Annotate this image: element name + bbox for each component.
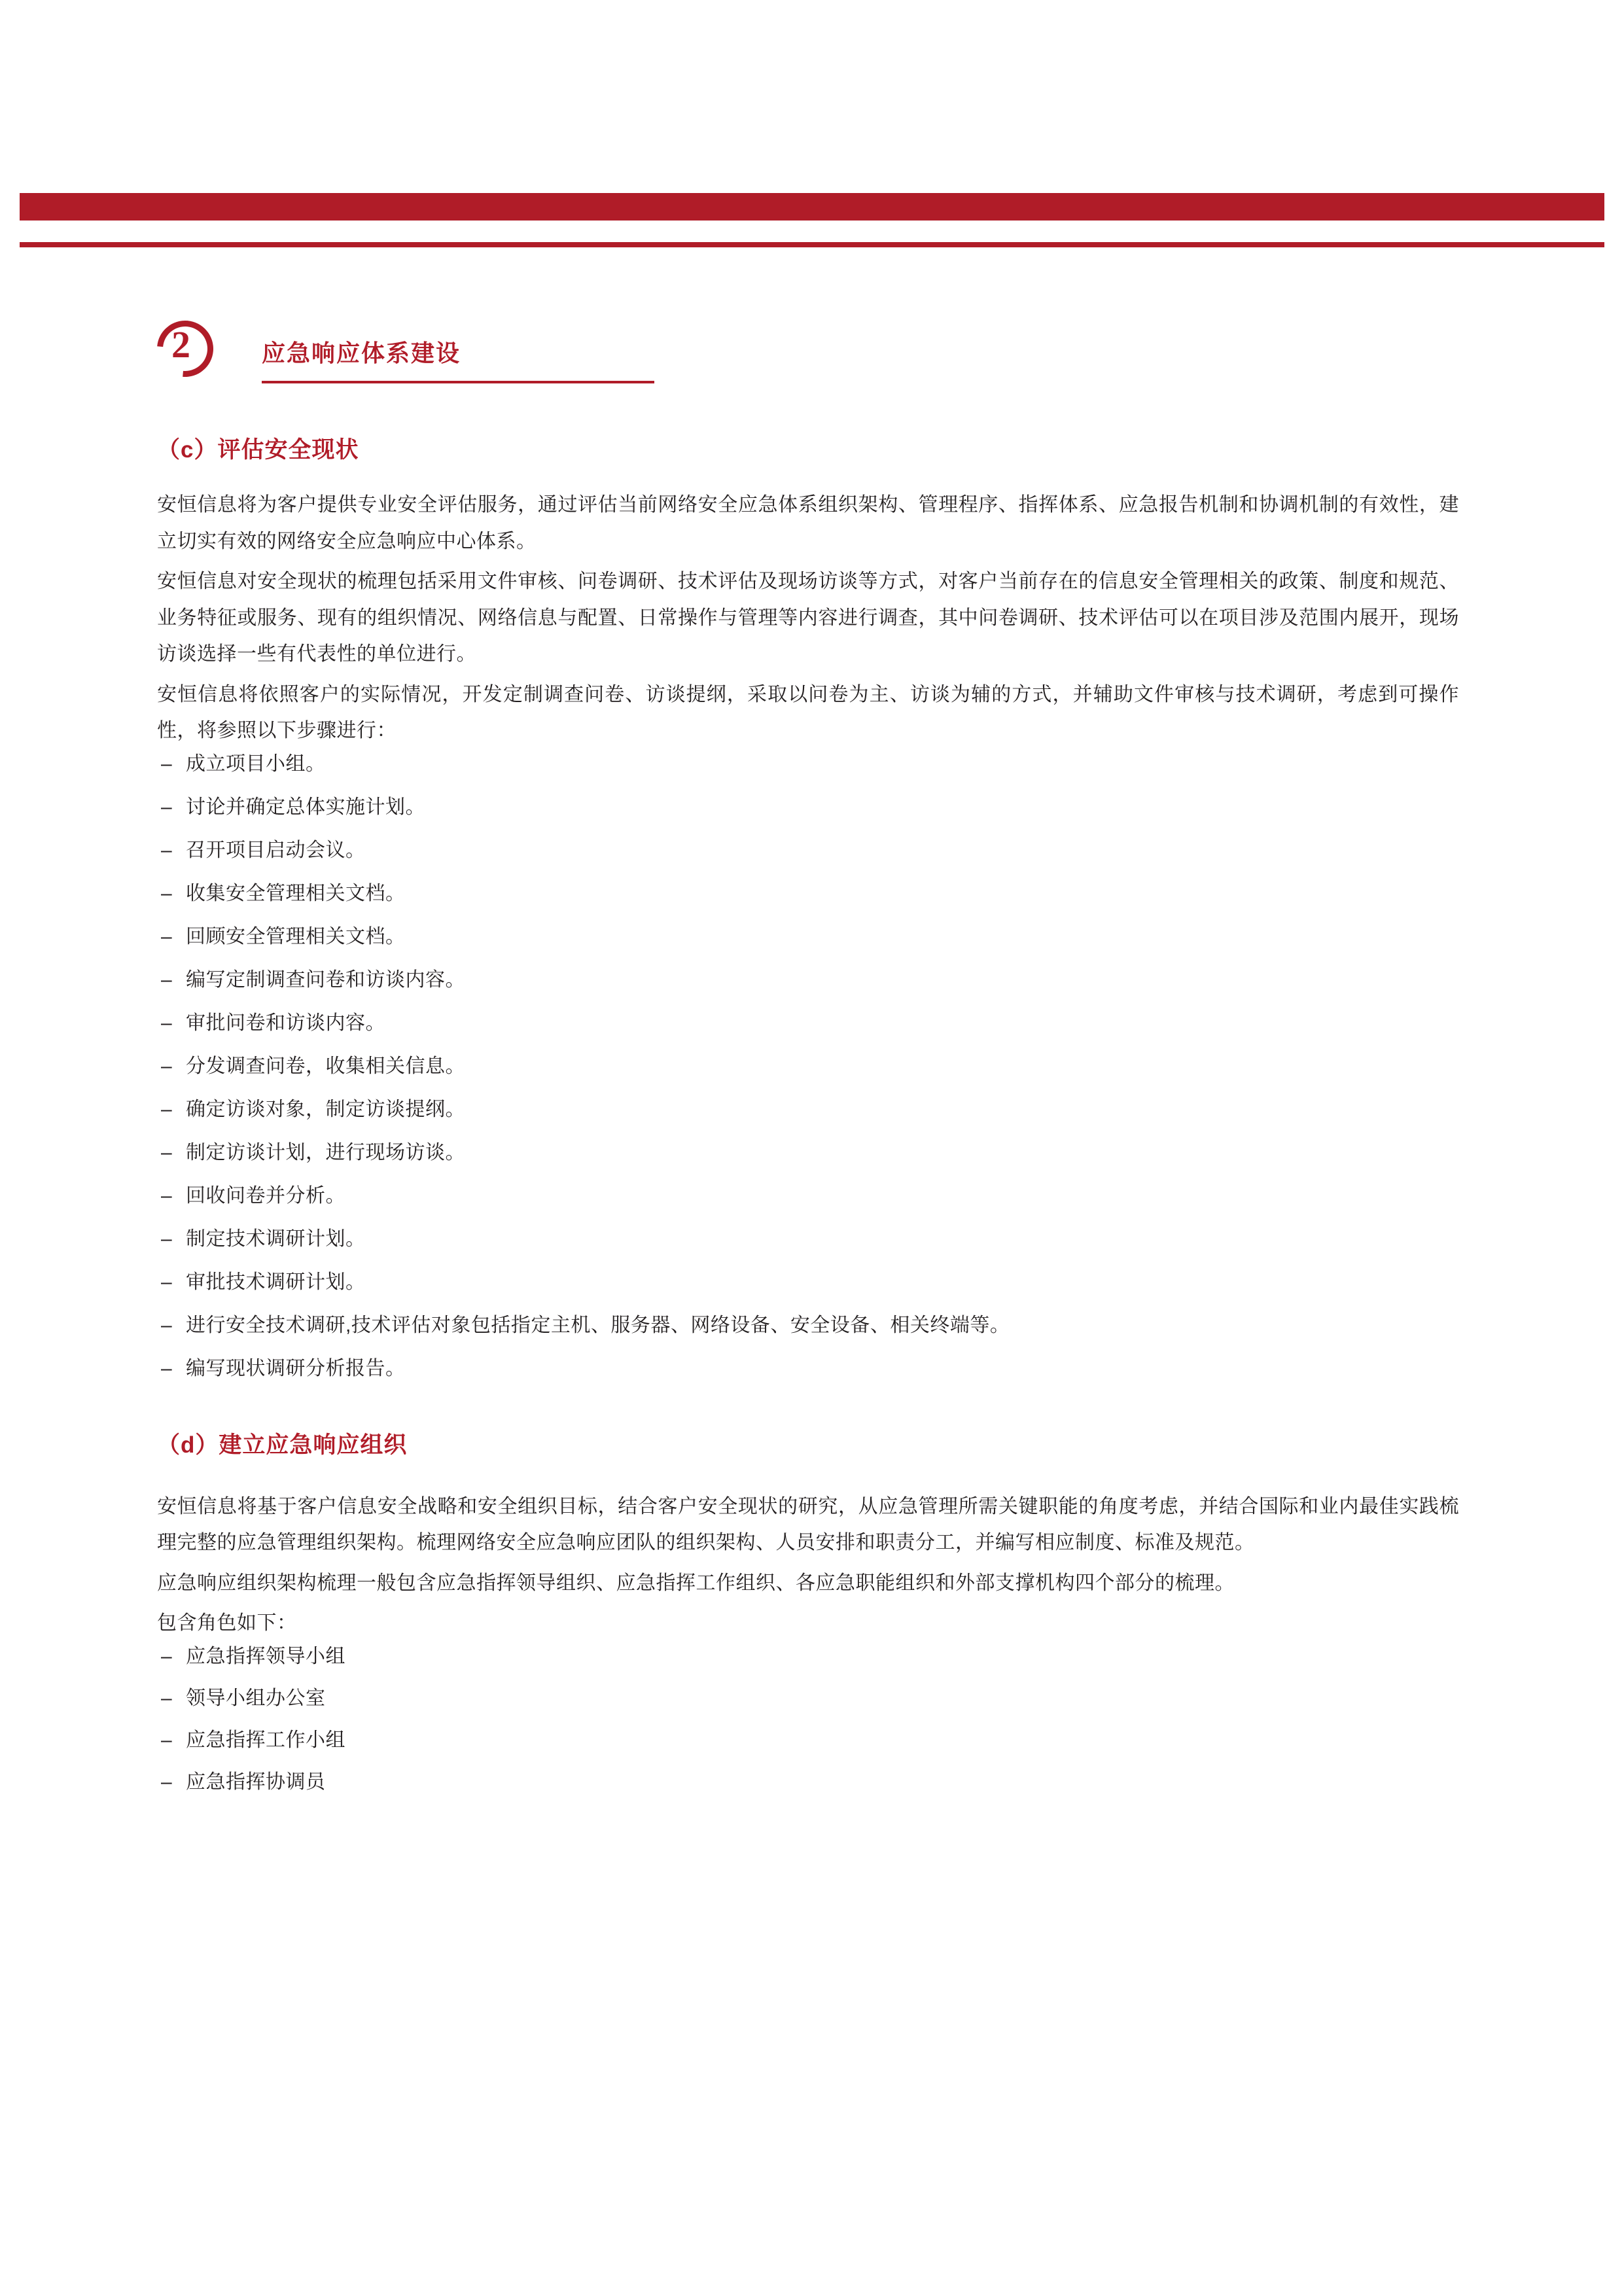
list-item: – 回顾安全管理相关文档。: [157, 927, 1459, 947]
list-item: – 应急指挥工作小组: [157, 1731, 1459, 1750]
header-accent-bar-thin: [20, 242, 1604, 247]
list-item: – 应急指挥领导小组: [157, 1647, 1459, 1667]
list-item: – 讨论并确定总体实施计划。: [157, 798, 1459, 817]
list-item: – 回收问卷并分析。: [157, 1186, 1459, 1206]
list-item: – 编写现状调研分析报告。: [157, 1359, 1459, 1379]
list-item: – 领导小组办公室: [157, 1689, 1459, 1708]
paragraph-c-3: 安恒信息将依照客户的实际情况，开发定制调查问卷、访谈提纲，采取以问卷为主、访谈为辅的方式，并辅助文件审核与技术调研，考虑到可操作性，将参照以下步骤进行：: [157, 683, 1459, 741]
header-accent-bar-thick: [20, 193, 1604, 221]
list-item: – 应急指挥协调员: [157, 1773, 1459, 1792]
paragraph-d-1: 安恒信息将基于客户信息安全战略和安全组织目标，结合客户安全现状的研究，从应急管理所需关键职能的角度考虑，并结合国际和业内最佳实践梳理完整的应急管理组织架构。梳理网络安全应急响应团队的组织架构、人员安排和职责分工，并编写相应制度、标准及规范。: [157, 1495, 1459, 1553]
roles-list-d: [157, 1647, 1459, 1792]
document-content: [157, 432, 1459, 1814]
list-item: – 审批技术调研计划。: [157, 1273, 1459, 1292]
section-title-underline: [262, 381, 654, 383]
list-item: – 召开项目启动会议。: [157, 841, 1459, 860]
list-item: – 确定访谈对象，制定访谈提纲。: [157, 1100, 1459, 1120]
list-item: – 制定技术调研计划。: [157, 1229, 1459, 1249]
list-item: – 编写定制调查问卷和访谈内容。: [157, 970, 1459, 990]
section-title: 应急响应体系建设: [262, 340, 461, 366]
list-item: – 收集安全管理相关文档。: [157, 884, 1459, 904]
list-item: – 审批问卷和访谈内容。: [157, 1014, 1459, 1033]
list-item: – 分发调查问卷，收集相关信息。: [157, 1057, 1459, 1076]
paragraph-d-3: 包含角色如下：: [157, 1612, 297, 1634]
steps-list-c: [157, 754, 1459, 1379]
list-item: – 进行安全技术调研,技术评估对象包括指定主机、服务器、网络设备、安全设备、相关终端等。: [157, 1316, 1459, 1335]
list-item: – 成立项目小组。: [157, 754, 1459, 774]
section-number: 2: [171, 323, 190, 366]
list-item: – 制定访谈计划，进行现场访谈。: [157, 1143, 1459, 1163]
subsection-heading-c: （c）评估安全现状: [157, 437, 359, 463]
paragraph-d-2: 应急响应组织架构梳理一般包含应急指挥领导组织、应急指挥工作组织、各应急职能组织和外部支撑机构四个部分的梳理。: [157, 1572, 1235, 1594]
paragraph-c-1: 安恒信息将为客户提供专业安全评估服务，通过评估当前网络安全应急体系组织架构、管理程序、指挥体系、应急报告机制和协调机制的有效性，建立切实有效的网络安全应急响应中心体系。: [157, 494, 1459, 552]
paragraph-c-2: 安恒信息对安全现状的梳理包括采用文件审核、问卷调研、技术评估及现场访谈等方式，对客户当前存在的信息安全管理相关的政策、制度和规范、业务特征或服务、现有的组织情况、网络信息与配置、日常操作与管理等内容进行调查，其中问卷调研、技术评估可以在项目涉及范围内展开，现场访谈选择一些有代表性的单位进行。: [157, 571, 1459, 665]
subsection-heading-d: （d）建立应急响应组织: [157, 1432, 408, 1458]
section-header: [157, 321, 550, 399]
